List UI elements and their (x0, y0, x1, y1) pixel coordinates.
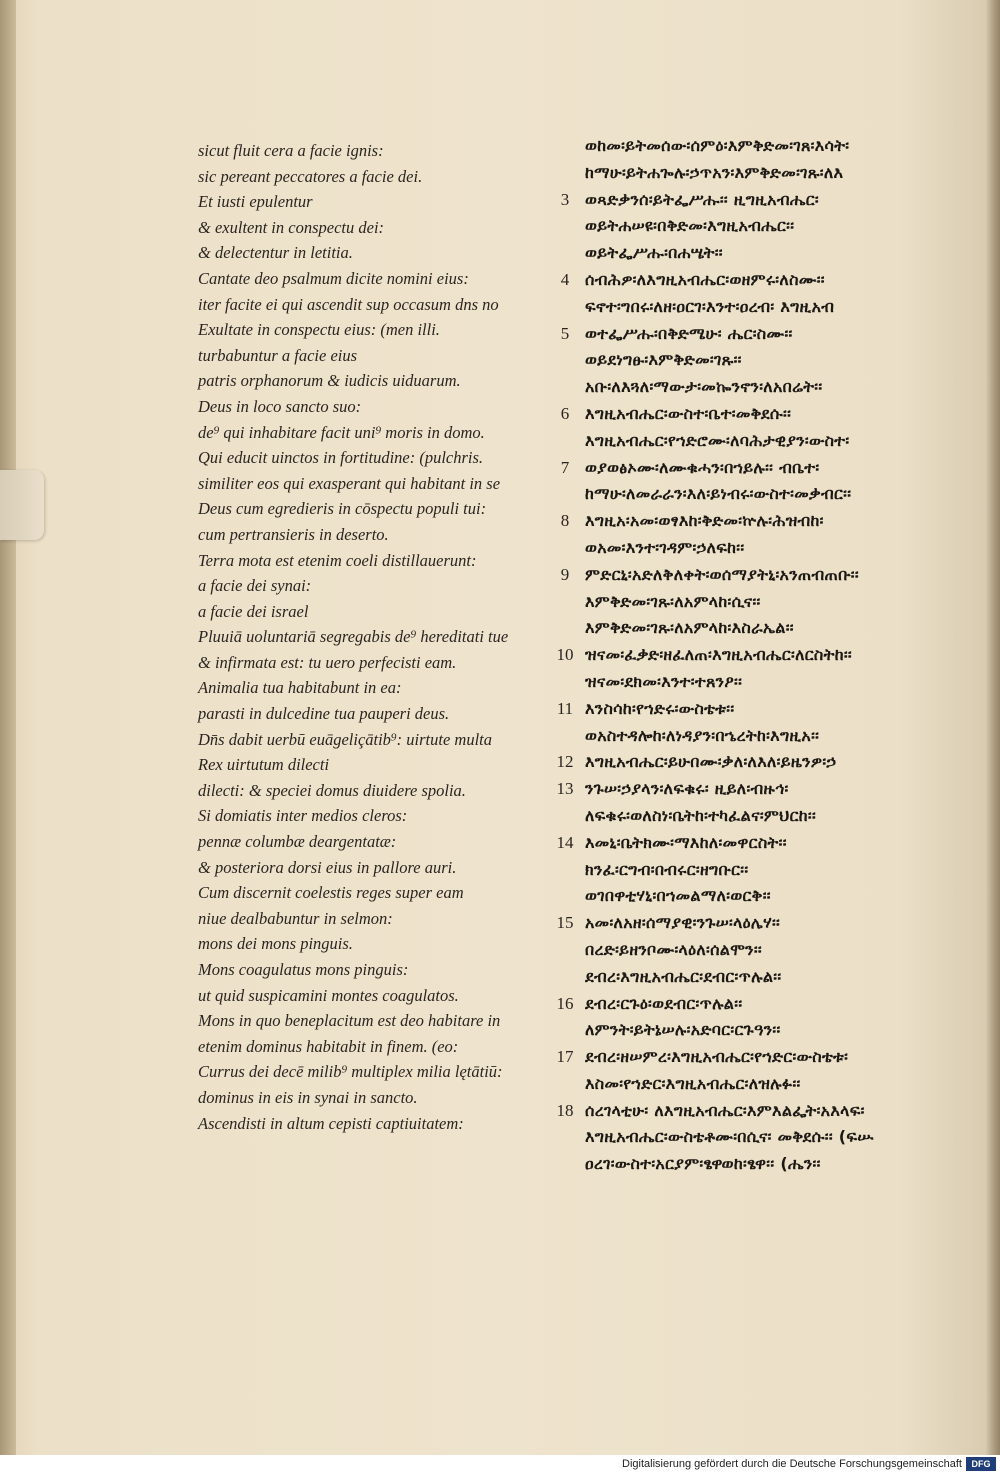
geez-text-line: እመኒ፡ቤትክሙ፡ማእከለ፡መዋርስት፡፡ (585, 832, 787, 852)
page-tab (0, 470, 44, 540)
latin-text-line: mons dei mons pinguis. (198, 934, 353, 954)
geez-text-line: ወከመ፡ይትመሰው፡ሰምዕ፡እምቅድመ፡ገጸ፡እሳት፡ (585, 136, 850, 155)
latin-text-line: etenim dominus habitabit in finem. (eo: (198, 1036, 459, 1056)
geez-text-line: ዝናመ፡ፈቃድ፡ዘፈለጠ፡እግዚአብሔር፡ለርስትከ፡፡ (585, 645, 852, 665)
latin-text-line: Terra mota est etenim coeli distillauerunt: (198, 550, 477, 570)
geez-text-line: በረድ፡ይዘንቦሙ፡ላዕለ፡ሰልሞን፡፡ (585, 939, 763, 959)
latin-text-line: Cum discernit coelestis reges super eam (198, 883, 464, 903)
verse-number (550, 213, 580, 240)
verse-number (550, 133, 580, 160)
verse-number: 12 (556, 752, 574, 772)
latin-text-line: Pluuiā uoluntariā segregabis de⁹ hereditati tue (198, 627, 509, 647)
latin-text-line: sicut fluit cera a facie ignis: (198, 141, 384, 160)
geez-text-line: ዝናመ፡ደክመ፡እንተ፡ተጸንዖ፡፡ (585, 671, 743, 691)
geez-text-line: ምድርኒ፡አድለቅለቀት፡ወሰማያትኒ፡አንጠብጠቡ፡፡ (585, 564, 859, 584)
geez-text-line: ወአስተዳሎከ፡ለነዳያን፡በኄረትከ፡እግዚአ፡፡ (585, 725, 820, 745)
latin-text-line: de⁹ qui inhabitare facit uni⁹ moris in domo. (198, 422, 485, 442)
latin-text-line: Mons coagulatus mons pinguis: (198, 960, 409, 979)
geez-text-line: እምቅድመ፡ገጹ፡ለአምላከ፡ሲና፡፡ (585, 591, 761, 611)
verse-number (550, 160, 580, 187)
geez-text-line: እስመ፡የኀድር፡እግዚአብሔር፡ለዝሉፉ፡፡ (585, 1073, 801, 1093)
verse-number (550, 428, 580, 455)
latin-text-line: Qui educit uinctos in fortitudine: (pulchris. (198, 448, 484, 468)
latin-text-line: ut quid suspicamini montes coagulatos. (198, 985, 459, 1005)
verse-number: 8 (560, 511, 570, 531)
verse-number (550, 937, 580, 964)
verse-number (550, 294, 580, 321)
geez-text-line: ክንፈ፡ርግብ፡በብሩር፡ዘግቡር፡፡ (585, 859, 749, 879)
geez-text-line: እግዚአብሔር፡ይሁበሙ፡ቃለ፡ለእለ፡ይዜንዎ፡ኃ (585, 752, 837, 772)
latin-text-line: parasti in dulcedine tua pauperi deus. (198, 704, 450, 724)
latin-text-line: a facie dei israel (198, 601, 309, 621)
latin-text-line: dominus in eis in synai in sancto. (198, 1087, 418, 1107)
geez-text-line: እግዚአብሔር፡የኀድሮሙ፡ለባሕታዊያን፡ውስተ፡ (585, 430, 850, 450)
latin-text-line: iter facite ei qui ascendit sup occasum dns no (198, 294, 499, 314)
verse-number (550, 723, 580, 750)
latin-text-line: Dn̄s dabit uerbū euāgeliçātib⁹: uirtute multa (198, 729, 492, 749)
latin-text-line: Si domiatis inter medios cleros: (198, 806, 408, 826)
page-right-edge (986, 0, 1000, 1455)
verse-number (550, 347, 580, 374)
geez-text-line: ለምንት፡ይትኔሠሉ፡አድባር፡ርጉዓን፡፡ (585, 1020, 781, 1040)
latin-text-line: niue dealbabuntur in selmon: (198, 908, 393, 928)
geez-text-line: ደብረ፡ዘሠምረ፡እግዚአብሔር፡የኀድር፡ውስቴቱ፡ (585, 1047, 849, 1067)
geez-text-line: ወይደነግፁ፡እምቅድመ፡ገጹ፡፡ (585, 350, 742, 370)
verse-number: 4 (560, 269, 570, 289)
verse-number (550, 1017, 580, 1044)
latin-text-line: patris orphanorum & iudicis uiduarum. (198, 371, 461, 391)
latin-text-line: Rex uirtutum dilecti (198, 755, 330, 775)
latin-text-line: dilecti: & speciei domus diuidere spolia. (198, 780, 466, 800)
latin-text-line: a facie dei synai: (198, 576, 312, 596)
latin-text-line: Currus dei decē milib⁹ multiplex milia lętātiū: (198, 1062, 503, 1082)
verse-number (550, 1071, 580, 1098)
geez-text-line: ወይትሐሠዩ፡በቅድመ፡እግዚአብሔር፡፡ (585, 216, 795, 236)
verse-number: 17 (556, 1047, 574, 1067)
geez-text-line: ደብረ፡ርጉዕ፡ወደብር፡ጥሉል፡፡ (585, 993, 743, 1013)
verse-number (550, 883, 580, 910)
geez-text-line: ወተፌሥሑ፡በቅድሜሁ፡ ሔር፡ስሙ፡፡ (585, 323, 793, 343)
verse-number (550, 964, 580, 991)
verse-number (550, 857, 580, 884)
verse-number: 7 (560, 457, 570, 477)
verse-number (550, 803, 580, 830)
page-binding-edge (0, 0, 16, 1455)
latin-text-line: Et iusti epulentur (198, 192, 313, 212)
latin-text-line: Cantate deo psalmum dicite nomini eius: (198, 268, 469, 288)
latin-text-line: Ascendisti in altum cepisti captiuitatem: (198, 1113, 464, 1133)
verse-number (550, 589, 580, 616)
latin-text-line: Deus cum egredieris in cōspectu populi tui: (198, 499, 487, 519)
footer-credit-text: Digitalisierung gefördert durch die Deutsche Forschungsgemeinschaft (622, 1458, 962, 1470)
geez-text-line: አመ፡ለአዘ፡ሰማያዊ፡ንጉሠ፡ላዕሌሃ፡፡ (585, 913, 781, 933)
latin-text-column (198, 138, 528, 1136)
verse-number (550, 1151, 580, 1178)
geez-text-line: እግዚአብሔር፡ውስተ፡ቤተ፡መቅደሱ፡፡ (585, 403, 792, 423)
latin-text-line: sic pereant peccatores a facie dei. (198, 166, 423, 186)
geez-text-line: ወያወፅኦሙ፡ለሙቁሓን፡በኀይሉ፡፡ ብቤተ፡ (585, 457, 820, 477)
verse-number: 11 (556, 698, 574, 718)
latin-text-line: pennæ columbæ deargentatæ: (198, 832, 397, 852)
dfg-logo: DFG (966, 1457, 996, 1471)
verse-number (550, 1124, 580, 1151)
geez-text-line: አቡ፡ለእጓለ፡ማውታ፡መኰንኖን፡ለአበሬት፡፡ (585, 377, 823, 397)
geez-text-line: ወጻድቃንሰ፡ይትፌሥሑ፡፡ ዚግዚአብሔር፡ (585, 189, 819, 209)
latin-text-line: Mons in quo beneplacitum est deo habitare in (198, 1011, 501, 1031)
verse-number: 15 (556, 913, 574, 933)
geez-text-line: ሰብሕዎ፡ለእግዚአብሔር፡ወዘምሩ፡ለስሙ፡፡ (585, 269, 825, 289)
geez-text-line: ለፍቁሩ፡ወለስነ፡ቤትከ፡ተካፈልና፡ምህርከ፡፡ (585, 805, 817, 825)
verse-number: 16 (556, 993, 574, 1013)
latin-text-line: & delectentur in letitia. (198, 243, 353, 263)
geez-text-line: እንስሳከ፡የኀድሩ፡ውስቴቱ፡፡ (585, 698, 735, 718)
verse-number (550, 615, 580, 642)
geez-text-line: ከማሁ፡ለመራራን፡እለ፡ይነብሩ፡ውስተ፡መቃብር፡፡ (585, 484, 852, 504)
geez-text-line: ዐረገ፡ውስተ፡አርያም፡ፄዋወከ፡ፄዋ፡፡ (ሔን፡፡ (585, 1154, 821, 1174)
verse-number: 5 (560, 323, 570, 343)
latin-text-line: similiter eos qui exasperant qui habitant in se (198, 473, 501, 493)
geez-text-line: ሰረገላቲሁ፡ ለእግዚአብሔር፡እምእልፌት፡አእላፍ፡ (585, 1100, 865, 1120)
geez-text-line: ወይትፌሥሑ፡በሐሤት፡፡ (585, 243, 723, 263)
verse-number: 9 (560, 564, 570, 584)
verse-number (550, 240, 580, 267)
geez-text-line: ፍኖተ፡ግበሩ፡ለዘ፡ዐርገ፡እንተ፡ዐረብ፡ እግዚአብ (585, 296, 835, 316)
geez-text-line: ከማሁ፡ይትሐጐሉ፡ኃጥአን፡እምቅድመ፡ገጹ፡ለእ (585, 162, 844, 182)
verse-number: 3 (560, 189, 570, 209)
geez-text-line: ወገበዋቲሃኒ፡በኀመልማለ፡ወርቅ፡፡ (585, 886, 771, 906)
latin-text-line: Exultate in conspectu eius: (men illi. (198, 320, 440, 340)
geez-text-column (585, 133, 975, 1178)
latin-text-line: & posteriora dorsi eius in pallore auri. (198, 857, 457, 877)
verse-number: 6 (560, 403, 570, 423)
latin-text-line: Deus in loco sancto suo: (198, 396, 362, 416)
verse-number: 13 (556, 779, 574, 799)
verse-number: 14 (556, 832, 574, 852)
geez-text-line: ንጉሠ፡ኃያላን፡ለፍቁሩ፡ ዚይለ፡ብዙኅ፡ (585, 779, 789, 799)
geez-text-line: እግዚአ፡አመ፡ወፃእከ፡ቅድመ፡ኵሉ፡ሕዝብከ፡ (585, 511, 824, 531)
verse-number (550, 669, 580, 696)
geez-text-line: እምቅድመ፡ገጹ፡ለአምላከ፡እስራኤል፡፡ (585, 618, 794, 638)
verse-number: 18 (556, 1100, 574, 1120)
latin-text-line: cum pertransieris in deserto. (198, 524, 389, 544)
geez-text-line: ደብረ፡እግዚአብሔር፡ደብር፡ጥሉል፡፡ (585, 966, 782, 986)
geez-text-line: እግዚአብሔር፡ውስቴቶሙ፡በሲና፡ መቅደሱ፡፡ (ፍሡ (585, 1127, 874, 1147)
geez-text-line: ወአመ፡እንተ፡ገዳም፡ኃለፍከ፡፡ (585, 537, 745, 557)
verse-number (550, 481, 580, 508)
verse-number-column (550, 133, 580, 1178)
latin-text-line: & exultent in conspectu dei: (198, 217, 385, 237)
latin-text-line: Animalia tua habitabunt in ea: (198, 678, 402, 698)
verse-number: 10 (556, 645, 574, 665)
latin-text-line: & infirmata est: tu uero perfecisti eam. (198, 652, 457, 672)
latin-text-line: turbabuntur a facie eius (198, 345, 358, 365)
verse-number (550, 374, 580, 401)
verse-number (550, 535, 580, 562)
